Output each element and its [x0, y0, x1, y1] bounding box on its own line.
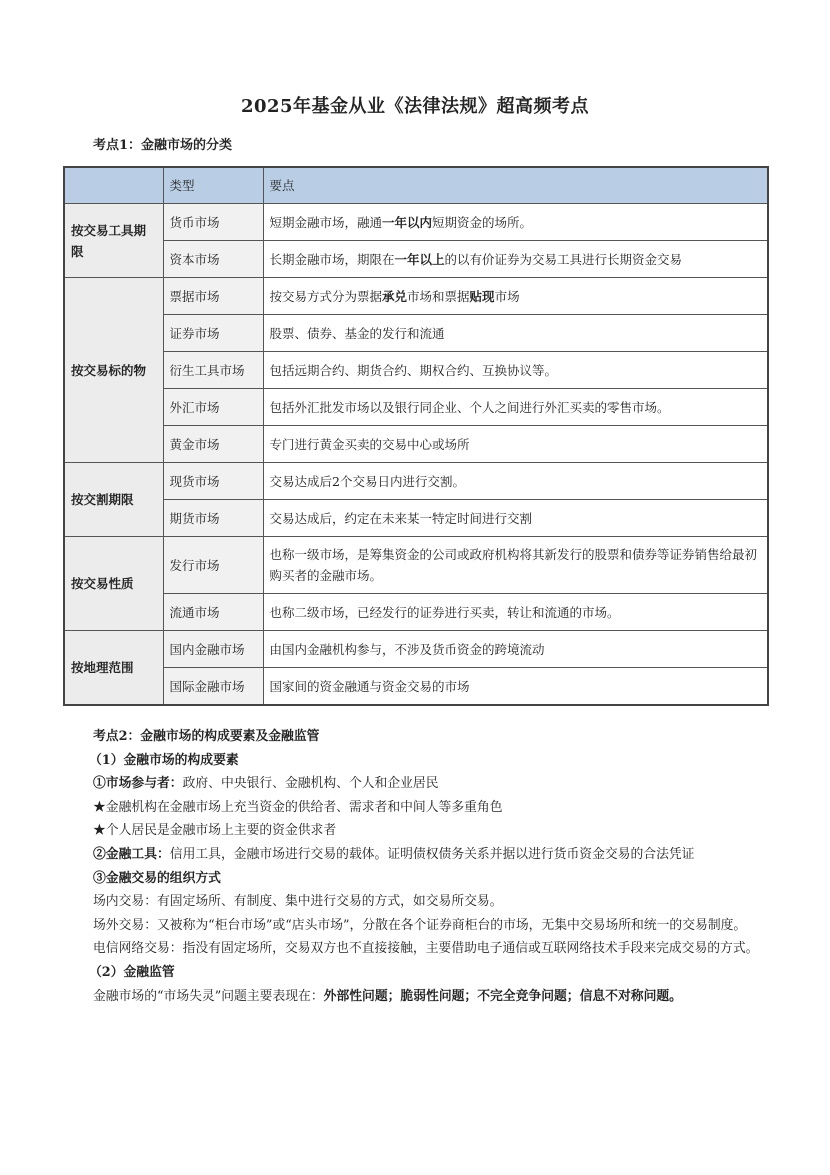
- table-row: [64, 537, 768, 594]
- type-cell: 货币市场: [163, 204, 263, 241]
- category-cell: 按交易标的物: [64, 278, 163, 463]
- type-cell: 期货市场: [163, 500, 263, 537]
- desc-cell: 交易达成后，约定在未来某一特定时间进行交割: [263, 500, 768, 537]
- desc-cell: 由国内金融机构参与，不涉及货币资金的跨境流动: [263, 631, 768, 668]
- type-cell: 黄金市场: [163, 426, 263, 463]
- desc-cell: 按交易方式分为票据承兑市场和票据贴现市场: [263, 278, 768, 315]
- table-row: [64, 594, 768, 631]
- category-cell: 按交易性质: [64, 537, 163, 631]
- section2-body: [63, 725, 767, 1008]
- paragraph: 电信网络交易：指没有固定场所，交易双方也不直接接触，主要借助电子通信或互联网络技术手段来完成交易的方式。: [93, 941, 759, 957]
- type-cell: 票据市场: [163, 278, 263, 315]
- desc-cell: 也称一级市场，是筹集资金的公司或政府机构将其新发行的股票和债券等证券销售给最初购买者的金融市场。: [263, 537, 768, 594]
- subheading-components: （1）金融市场的构成要素: [89, 752, 239, 768]
- header-points: 要点: [263, 167, 768, 204]
- desc-cell: 交易达成后2个交易日内进行交割。: [263, 463, 768, 500]
- star-note: ★金融机构在金融市场上充当资金的供给者、需求者和中间人等多重角色: [93, 799, 503, 815]
- category-cell: 按交易工具期限: [64, 204, 163, 278]
- type-cell: 外汇市场: [163, 389, 263, 426]
- table-row: [64, 463, 768, 500]
- section-heading-point1: 考点1：金融市场的分类: [93, 138, 233, 153]
- desc-cell: 国家间的资金融通与资金交易的市场: [263, 668, 768, 706]
- table-row: [64, 278, 768, 315]
- category-cell: 按交割期限: [64, 463, 163, 537]
- type-cell: 证券市场: [163, 315, 263, 352]
- table-row: [64, 315, 768, 352]
- desc-cell: 包括远期合约、期货合约、期权合约、互换协议等。: [263, 352, 768, 389]
- type-cell: 国内金融市场: [163, 631, 263, 668]
- table-row: [64, 631, 768, 668]
- table-row: [64, 500, 768, 537]
- item-participants: ①市场参与者：政府、中央银行、金融机构、个人和企业居民: [93, 776, 439, 792]
- desc-cell: 短期金融市场，融通一年以内短期资金的场所。: [263, 204, 768, 241]
- table-row: [64, 389, 768, 426]
- header-type: 类型: [163, 167, 263, 204]
- table-row: [64, 241, 768, 278]
- type-cell: 资本市场: [163, 241, 263, 278]
- table-row: [64, 668, 768, 706]
- subheading-supervision: （2）金融监管: [89, 964, 175, 980]
- desc-cell: 专门进行黄金买卖的交易中心或场所: [263, 426, 768, 463]
- desc-cell: 长期金融市场，期限在一年以上的以有价证券为交易工具进行长期资金交易: [263, 241, 768, 278]
- category-cell: 按地理范围: [64, 631, 163, 706]
- type-cell: 国际金融市场: [163, 668, 263, 706]
- desc-cell: 也称二级市场，已经发行的证券进行买卖，转让和流通的市场。: [263, 594, 768, 631]
- table-header-row: [64, 167, 768, 204]
- paragraph: 场外交易：又被称为“柜台市场”或“店头市场”，分散在各个证券商柜台的市场，无集中交易场所和统一的交易制度。: [93, 917, 747, 933]
- market-classification-table: [63, 166, 769, 706]
- type-cell: 发行市场: [163, 537, 263, 594]
- paragraph-market-failure: 金融市场的“市场失灵”问题主要表现在：外部性问题；脆弱性问题；不完全竞争问题；信息不对称问题。: [93, 988, 682, 1004]
- table-row: [64, 352, 768, 389]
- item-instruments: ②金融工具：信用工具，金融市场进行交易的载体。证明债权债务关系并据以进行货币资金交易的合法凭证: [93, 846, 695, 862]
- paragraph: 场内交易：有固定场所、有制度、集中进行交易的方式，如交易所交易。: [93, 894, 503, 910]
- table-row: [64, 426, 768, 463]
- type-cell: 衍生工具市场: [163, 352, 263, 389]
- star-note: ★个人居民是金融市场上主要的资金供求者: [93, 823, 337, 839]
- header-blank: [64, 167, 163, 204]
- desc-cell: 股票、债券、基金的发行和流通: [263, 315, 768, 352]
- table-row: [64, 204, 768, 241]
- type-cell: 现货市场: [163, 463, 263, 500]
- item-organization: ③金融交易的组织方式: [93, 870, 221, 886]
- page-title: 2025年基金从业《法律法规》超高频考点: [240, 96, 590, 117]
- section-heading-point2: 考点2：金融市场的构成要素及金融监管: [93, 729, 320, 744]
- type-cell: 流通市场: [163, 594, 263, 631]
- desc-cell: 包括外汇批发市场以及银行同企业、个人之间进行外汇买卖的零售市场。: [263, 389, 768, 426]
